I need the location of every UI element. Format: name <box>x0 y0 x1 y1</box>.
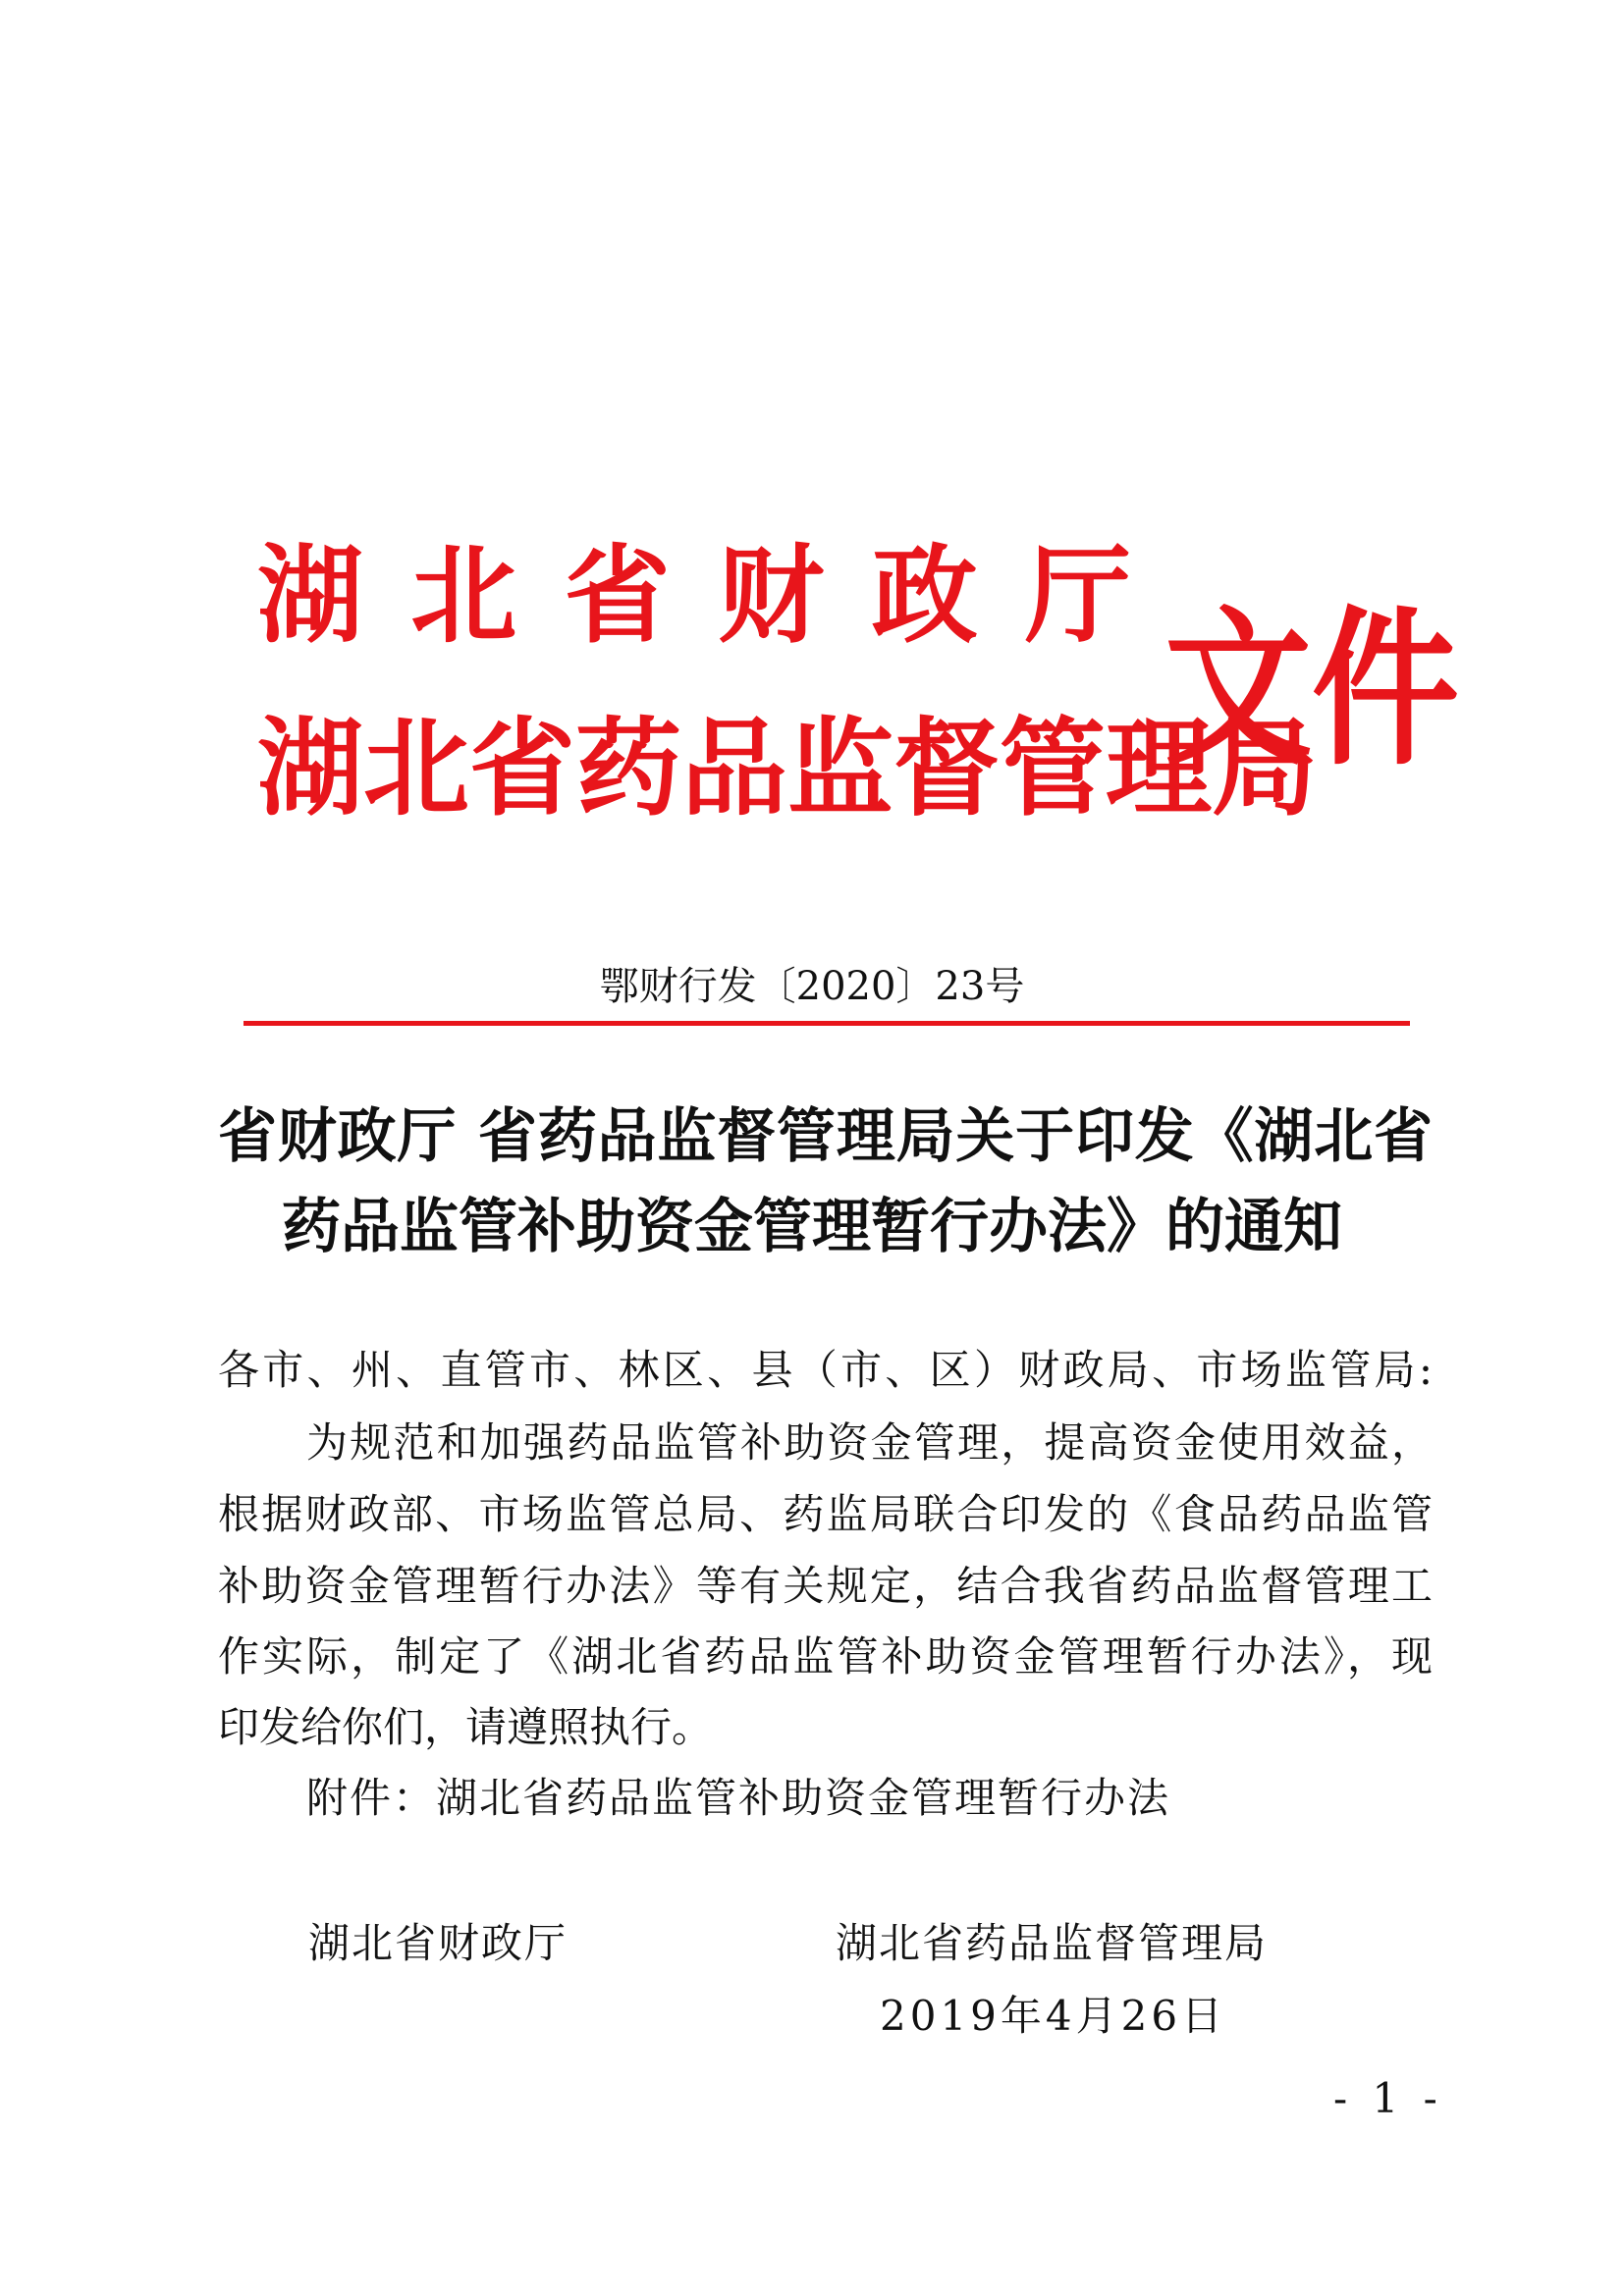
attachment-note: 附件：湖北省药品监管补助资金管理暂行办法 <box>306 1774 1171 1822</box>
signing-date: 2019年4月26日 <box>880 1992 1227 2040</box>
signature-finance-dept: 湖北省财政厅 <box>308 1919 568 1967</box>
document-number: 鄂财行发〔2020〕23号 <box>599 964 1025 1009</box>
document-suffix: 文件 <box>1164 592 1460 789</box>
addressee: 各市、州、直管市、林区、县（市、区）财政局、市场监管局: <box>218 1346 1433 1394</box>
issuer-finance-dept: 湖北省财政厅 <box>257 535 1131 658</box>
title-line-2: 药品监管补助资金管理暂行办法》的通知 <box>282 1193 1342 1261</box>
paragraph-line: 作实际，制定了《湖北省药品监管补助资金管理暂行办法》，现 <box>218 1632 1433 1681</box>
paragraph-line: 为规范和加强药品监管补助资金管理，提高资金使用效益， <box>306 1418 1433 1467</box>
paragraph-line: 印发给你们，请遵照执行。 <box>218 1703 714 1751</box>
red-divider <box>244 1021 1410 1026</box>
paragraph-line: 补助资金管理暂行办法》等有关规定，结合我省药品监督管理工 <box>218 1562 1433 1610</box>
signature-drug-admin: 湖北省药品监督管理局 <box>836 1919 1269 1967</box>
title-line-1: 省财政厅 省药品监督管理局关于印发《湖北省 <box>218 1102 1433 1171</box>
issuer-drug-admin: 湖北省药品监督管理局 <box>257 708 1319 830</box>
paragraph-line: 根据财政部、市场监管总局、药监局联合印发的《食品药品监管 <box>218 1490 1433 1538</box>
page-number: - 1 - <box>1333 2074 1443 2122</box>
